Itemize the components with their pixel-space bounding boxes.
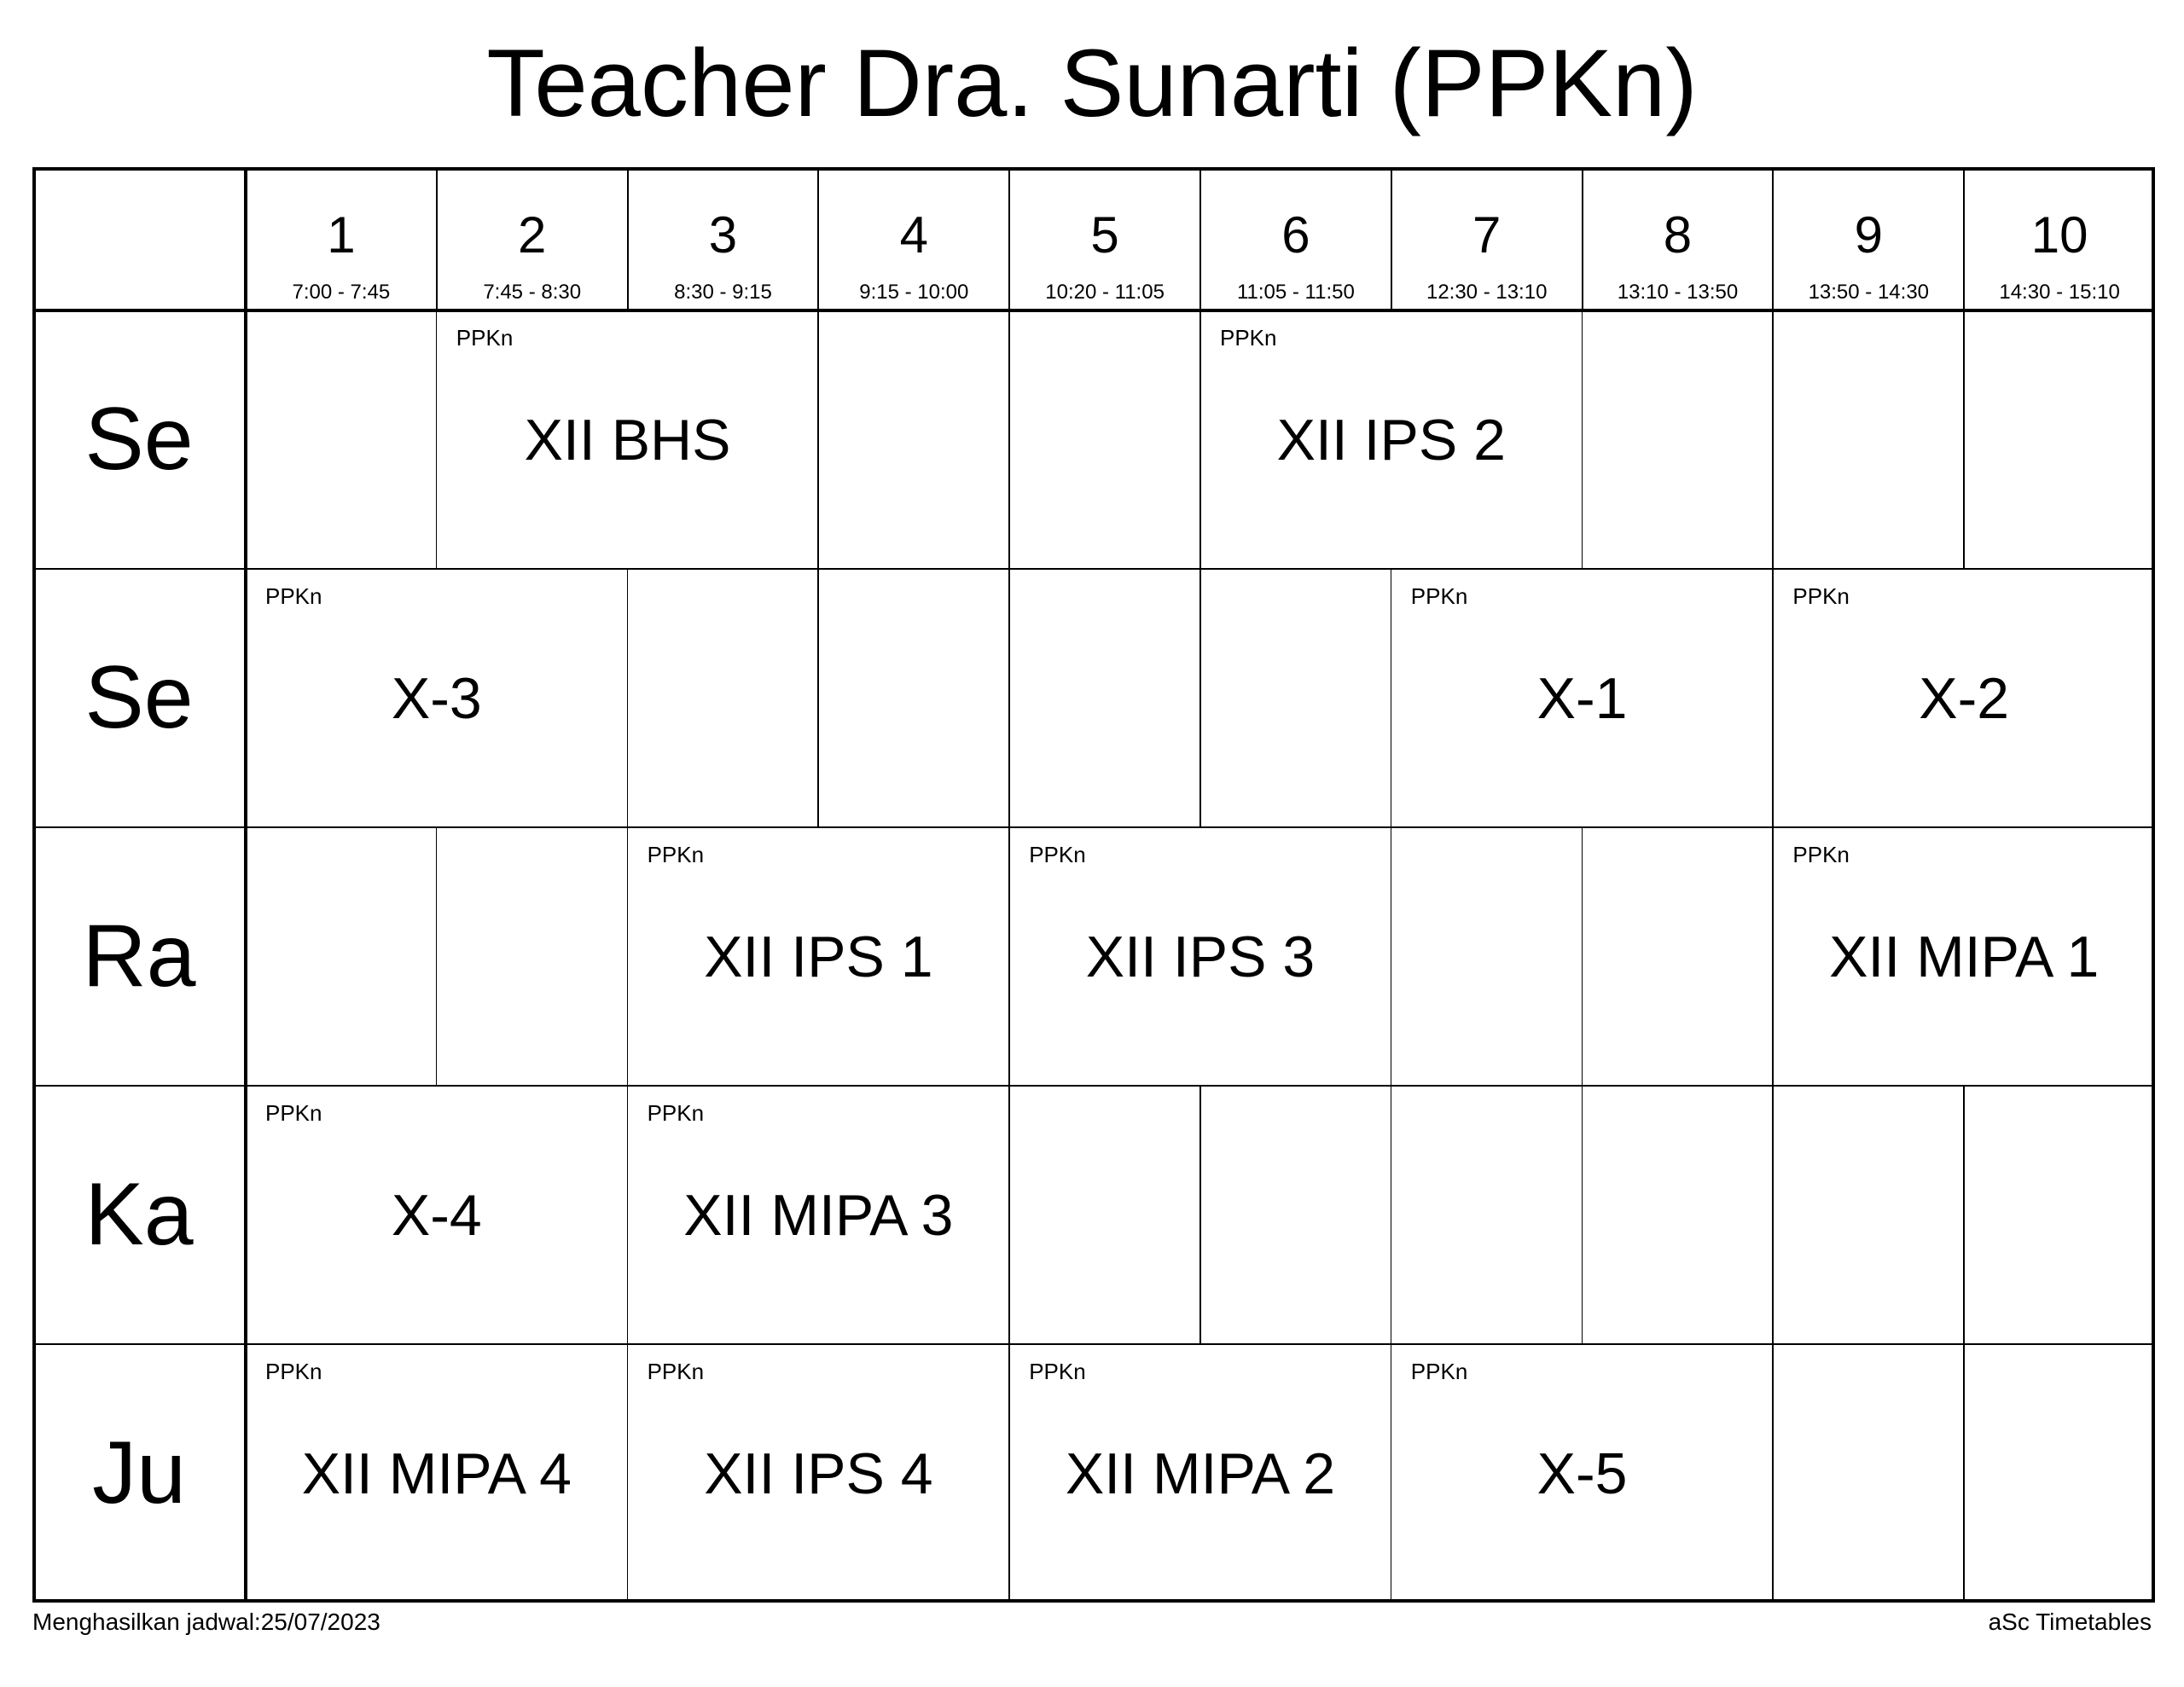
lesson-subject: PPKn: [1792, 583, 1850, 609]
empty-cell: [1009, 569, 1200, 827]
lesson-subject: PPKn: [265, 1359, 322, 1384]
period-number: 6: [1281, 206, 1310, 264]
lesson-subject: PPKn: [1029, 1359, 1086, 1384]
empty-cell: [628, 569, 819, 827]
lesson-class: XII IPS 1: [704, 924, 933, 989]
header-divider: [627, 167, 629, 310]
row-divider: [32, 309, 2155, 312]
lesson-class: XII IPS 2: [1276, 407, 1506, 472]
empty-cell: [246, 827, 437, 1086]
lesson-class: XII MIPA 2: [1065, 1441, 1336, 1506]
empty-cell: [1391, 1086, 1583, 1344]
day-label-cell: [32, 569, 246, 827]
lesson-class: XII IPS 4: [704, 1441, 933, 1506]
lesson-cell: [1200, 310, 1583, 569]
period-header: [1200, 167, 1391, 310]
period-number: 10: [2030, 206, 2088, 264]
empty-cell: [1583, 310, 1774, 569]
lesson-cell: [246, 569, 628, 827]
lesson-subject: PPKn: [1029, 842, 1086, 867]
lesson-cell: [246, 1344, 628, 1603]
period-number: 7: [1472, 206, 1502, 264]
empty-cell: [246, 310, 437, 569]
period-header: [1391, 167, 1583, 310]
header-divider: [436, 167, 438, 310]
period-header: [1773, 167, 1964, 310]
period-number: 1: [327, 206, 356, 264]
lesson-class: XII BHS: [524, 407, 731, 472]
row-divider: [32, 568, 2155, 570]
lesson-cell: [246, 1086, 628, 1344]
empty-cell: [1964, 1344, 2155, 1603]
period-header: [1583, 167, 1774, 310]
period-time: 13:50 - 14:30: [1808, 281, 1930, 304]
row-divider: [32, 1343, 2155, 1345]
day-label-cell: [32, 827, 246, 1086]
lesson-cell: [1009, 1344, 1391, 1603]
empty-cell: [1964, 310, 2155, 569]
lesson-class: XII MIPA 3: [683, 1182, 954, 1248]
period-number: 2: [518, 206, 547, 264]
day-label-cell: [32, 1344, 246, 1603]
lesson-cell: [437, 310, 819, 569]
empty-cell: [1583, 827, 1774, 1086]
grid-border-left: [32, 167, 36, 1603]
period-header: [1009, 167, 1200, 310]
grid-border-top: [32, 167, 2155, 171]
empty-cell: [1391, 827, 1583, 1086]
header-divider: [1391, 167, 1392, 310]
empty-cell: [1200, 569, 1391, 827]
lesson-subject: PPKn: [1410, 583, 1468, 609]
day-label-cell: [32, 1086, 246, 1344]
header-divider: [1582, 167, 1583, 310]
period-header: [818, 167, 1009, 310]
lesson-cell: [628, 827, 1010, 1086]
lesson-subject: PPKn: [1792, 842, 1850, 867]
empty-cell: [818, 310, 1009, 569]
period-header: [628, 167, 819, 310]
lesson-class: X-3: [391, 665, 482, 731]
empty-cell: [1964, 1086, 2155, 1344]
lesson-class: XII MIPA 1: [1829, 924, 2100, 989]
lesson-class: X-5: [1536, 1441, 1628, 1506]
empty-cell: [1009, 1086, 1200, 1344]
lesson-class: X-4: [391, 1182, 482, 1248]
empty-cell: [1200, 1086, 1391, 1344]
grid-border-bottom: [32, 1599, 2155, 1603]
lesson-subject: PPKn: [1220, 325, 1277, 351]
lesson-cell: [1773, 827, 2155, 1086]
lesson-subject: PPKn: [647, 1359, 705, 1384]
period-header: [1964, 167, 2155, 310]
period-time: 14:30 - 15:10: [1999, 281, 2120, 304]
generated-date-footer: Menghasilkan jadwal:25/07/2023: [32, 1609, 380, 1635]
lesson-cell: [628, 1086, 1010, 1344]
day-column-border: [244, 167, 247, 1603]
empty-cell: [437, 827, 628, 1086]
lesson-cell: [1773, 569, 2155, 827]
period-time: 7:45 - 8:30: [483, 281, 582, 304]
header-divider: [1008, 167, 1010, 310]
lesson-cell: [1391, 1344, 1774, 1603]
lesson-cell: [628, 1344, 1010, 1603]
row-divider: [32, 1085, 2155, 1087]
day-label-cell: [32, 310, 246, 569]
period-header: [437, 167, 628, 310]
grid-border-right: [2152, 167, 2155, 1603]
empty-cell: [1583, 1086, 1774, 1344]
period-number: 9: [1854, 206, 1883, 264]
lesson-class: X-1: [1536, 665, 1628, 731]
period-time: 9:15 - 10:00: [859, 281, 969, 304]
period-time: 10:20 - 11:05: [1045, 281, 1165, 304]
period-time: 11:05 - 11:50: [1236, 281, 1355, 304]
day-label: Se: [84, 648, 194, 747]
header-divider: [817, 167, 819, 310]
period-number: 4: [899, 206, 928, 264]
app-credit-footer: aSc Timetables: [1988, 1609, 2152, 1635]
period-time: 7:00 - 7:45: [292, 281, 391, 304]
lesson-subject: PPKn: [1410, 1359, 1468, 1384]
period-number: 5: [1090, 206, 1119, 264]
day-label: Ka: [84, 1165, 194, 1264]
period-time: 13:10 - 13:50: [1617, 281, 1739, 304]
lesson-class: XII MIPA 4: [301, 1441, 572, 1506]
day-label: Se: [84, 390, 194, 489]
lesson-class: XII IPS 3: [1085, 924, 1316, 989]
day-label: Ju: [92, 1423, 186, 1522]
row-divider: [32, 826, 2155, 828]
period-time: 8:30 - 9:15: [674, 281, 772, 304]
empty-cell: [818, 569, 1009, 827]
empty-cell: [1773, 1086, 1964, 1344]
day-label: Ra: [82, 907, 196, 1006]
lesson-cell: [1391, 569, 1774, 827]
period-header: [246, 167, 437, 310]
lesson-subject: PPKn: [647, 1100, 705, 1126]
header-divider: [1963, 167, 1965, 310]
period-number: 8: [1663, 206, 1693, 264]
period-number: 3: [708, 206, 738, 264]
timetable-grid: [32, 167, 2155, 1603]
header-divider: [1772, 167, 1774, 310]
empty-cell: [1773, 1344, 1964, 1603]
lesson-cell: [1009, 827, 1391, 1086]
header-divider: [1199, 167, 1201, 310]
page-title: Teacher Dra. Sunarti (PPKn): [486, 30, 1698, 136]
lesson-class: X-2: [1919, 665, 2010, 731]
lesson-subject: PPKn: [265, 1100, 322, 1126]
lesson-subject: PPKn: [265, 583, 322, 609]
empty-cell: [1773, 310, 1964, 569]
empty-cell: [1009, 310, 1200, 569]
period-time: 12:30 - 13:10: [1426, 281, 1548, 304]
lesson-subject: PPKn: [456, 325, 514, 351]
lesson-subject: PPKn: [647, 842, 705, 867]
